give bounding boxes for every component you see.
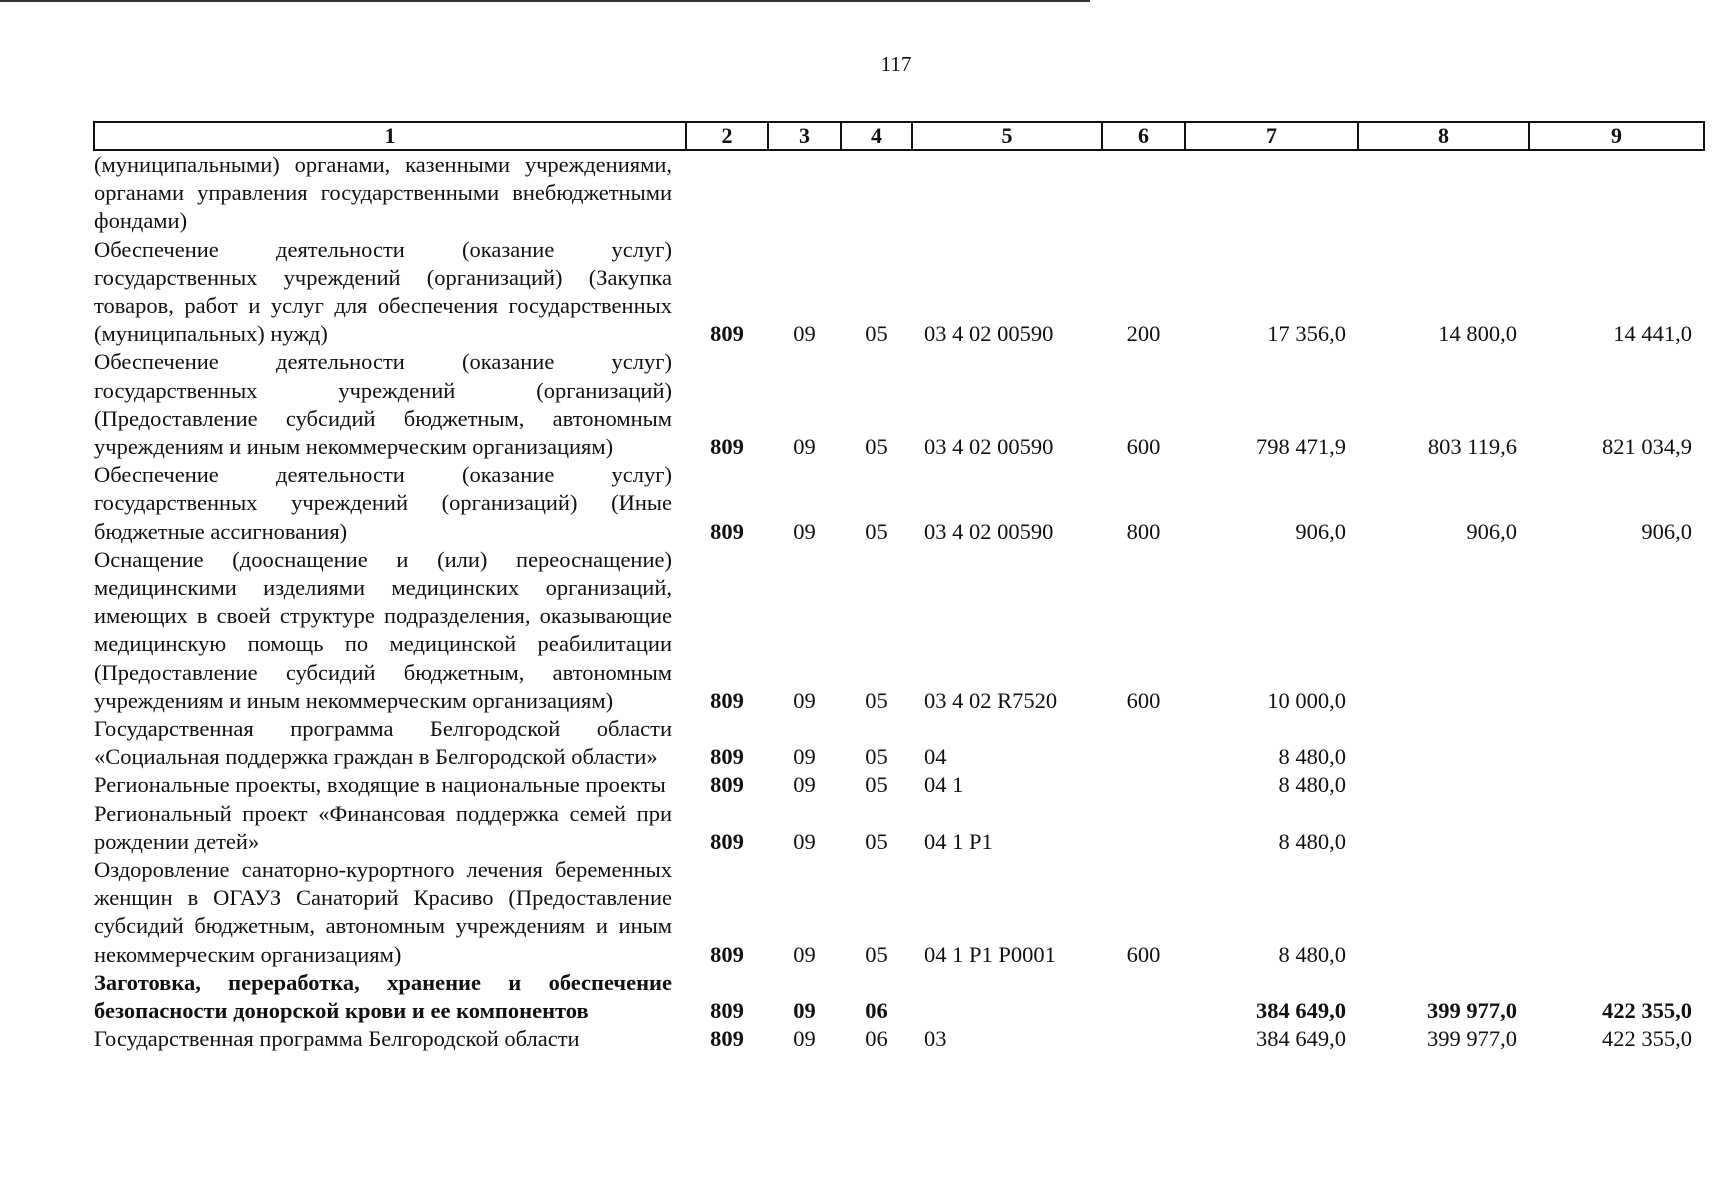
- row-expense-type: [1102, 969, 1185, 1025]
- row-name: Государственная программа Белгородской области «Социальная поддержка граждан в Белгородской области»: [94, 716, 672, 770]
- row-name: Заготовка, переработка, хранение и обеспечение безопасности донорской крови и ее компонентов: [94, 969, 672, 1024]
- row-sum-year-1: 17 356,0: [1267, 321, 1346, 347]
- row-sum-year-1: 8 480,0: [1278, 772, 1346, 798]
- table-header-row: [94, 122, 1704, 150]
- row-sum-year-3: [1529, 800, 1704, 856]
- row-sum-year-3: 906,0: [1641, 518, 1692, 544]
- table-row: [94, 771, 1704, 799]
- row-subsection-code: 06: [865, 1026, 888, 1052]
- row-target-article: [912, 969, 1102, 1025]
- row-expense-type: 600: [1126, 941, 1161, 967]
- row-subsection-code: 05: [865, 434, 888, 460]
- row-sum-year-1: 8 480,0: [1278, 941, 1346, 967]
- budget-document: [93, 121, 1703, 1054]
- table-row: [94, 236, 1704, 349]
- row-section-code: 09: [793, 434, 816, 460]
- header-col-4: 4: [841, 122, 912, 150]
- row-section-code: 09: [793, 998, 816, 1024]
- row-sum-year-2: [1358, 771, 1529, 799]
- row-target-article: 03: [924, 1026, 947, 1052]
- row-sum-year-1: 384 649,0: [1256, 998, 1346, 1024]
- row-name: Государственная программа Белгородской области: [94, 1026, 580, 1052]
- row-target-article: 03 4 02 00590: [924, 321, 1054, 347]
- row-name: Обеспечение деятельности (оказание услуг) государственных учреждений (организаций) (Предоставление субсидий бюджетным, автономным учреждениям и иным некоммерческим организациям): [94, 349, 672, 460]
- row-name: Оздоровление санаторно-курортного лечения беременных женщин в ОГАУЗ Санаторий Красиво (Предоставление субсидий бюджетным, автономным учреждениям и иным некоммерческим организациям): [94, 857, 672, 967]
- row-subsection-code: 06: [865, 998, 888, 1024]
- row-section-code: 09: [793, 941, 816, 967]
- row-sum-year-3: 821 034,9: [1602, 434, 1692, 460]
- row-target-article: 04 1 P1: [924, 828, 993, 854]
- row-sum-year-3: [1529, 546, 1704, 715]
- row-ved-code: [686, 150, 768, 236]
- row-subsection-code: [841, 150, 912, 236]
- row-ved-code: 809: [710, 321, 744, 347]
- row-name: (муниципальными) органами, казенными учреждениями, органами управления государственными внебюджетными фондами): [94, 152, 672, 234]
- row-sum-year-2: 906,0: [1466, 518, 1517, 544]
- row-sum-year-3: [1529, 771, 1704, 799]
- row-target-article: 03 4 02 00590: [924, 518, 1054, 544]
- header-col-1: 1: [94, 122, 686, 150]
- header-col-6: 6: [1102, 122, 1185, 150]
- row-expense-type: [1102, 150, 1185, 236]
- row-target-article: [912, 150, 1102, 236]
- row-subsection-code: 05: [865, 828, 888, 854]
- row-section-code: 09: [793, 518, 816, 544]
- row-sum-year-2: 803 119,6: [1427, 434, 1517, 460]
- row-section-code: 09: [793, 321, 816, 347]
- table-row: [94, 546, 1704, 715]
- row-expense-type: [1102, 1025, 1185, 1053]
- row-subsection-code: 05: [865, 744, 888, 770]
- row-expense-type: [1102, 771, 1185, 799]
- row-target-article: 03 4 02 00590: [924, 434, 1054, 460]
- row-target-article: 04 1 P1 P0001: [924, 941, 1056, 967]
- row-section-code: 09: [793, 772, 816, 798]
- row-sum-year-1: [1185, 150, 1358, 236]
- row-ved-code: 809: [710, 434, 744, 460]
- row-sum-year-1: 8 480,0: [1278, 744, 1346, 770]
- budget-table: [93, 121, 1705, 1054]
- row-name: Обеспечение деятельности (оказание услуг) государственных учреждений (организаций) (Закупка товаров, работ и услуг для обеспечения государственных (муниципальных) нужд): [94, 236, 672, 347]
- row-subsection-code: 05: [865, 518, 888, 544]
- row-expense-type: 200: [1126, 321, 1161, 347]
- row-sum-year-1: 384 649,0: [1256, 1026, 1346, 1052]
- row-expense-type: [1102, 715, 1185, 771]
- row-section-code: 09: [793, 828, 816, 854]
- table-row: [94, 348, 1704, 461]
- row-name: Обеспечение деятельности (оказание услуг) государственных учреждений (организаций) (Иные бюджетные ассигнования): [94, 462, 672, 544]
- row-sum-year-3: [1529, 856, 1704, 969]
- row-section-code: 09: [793, 744, 816, 770]
- row-sum-year-3: 422 355,0: [1602, 998, 1692, 1024]
- row-sum-year-1: 10 000,0: [1267, 687, 1346, 713]
- header-col-2: 2: [686, 122, 768, 150]
- row-ved-code: 809: [710, 941, 744, 967]
- row-name: Региональные проекты, входящие в национальные проекты: [94, 772, 666, 798]
- row-sum-year-2: [1358, 150, 1529, 236]
- row-expense-type: [1102, 800, 1185, 856]
- row-ved-code: 809: [710, 772, 744, 798]
- row-name: Оснащение (дооснащение и (или) переоснащение) медицинскими изделиями медицинских организаций, имеющих в своей структуре подразделения, оказывающие медицинскую помощь по медицинской реабилитации (Предоставление субсидий бюджетным, автономным учреждениям и иным некоммерческим организациям): [94, 546, 672, 713]
- row-name: Региональный проект «Финансовая поддержка семей при рождении детей»: [94, 800, 672, 854]
- table-row: [94, 969, 1704, 1025]
- header-col-7: 7: [1185, 122, 1358, 150]
- row-ved-code: 809: [710, 1026, 744, 1052]
- row-sum-year-2: [1358, 715, 1529, 771]
- row-ved-code: 809: [710, 828, 744, 854]
- row-sum-year-1: 8 480,0: [1278, 828, 1346, 854]
- header-col-3: 3: [768, 122, 841, 150]
- row-sum-year-2: 399 977,0: [1427, 998, 1517, 1024]
- row-subsection-code: 05: [865, 687, 888, 713]
- row-ved-code: 809: [710, 518, 744, 544]
- row-target-article: 04: [924, 744, 947, 770]
- row-section-code: 09: [793, 1026, 816, 1052]
- row-ved-code: 809: [710, 744, 744, 770]
- row-sum-year-3: 14 441,0: [1613, 321, 1692, 347]
- row-target-article: 03 4 02 R7520: [924, 687, 1058, 713]
- table-row: [94, 715, 1704, 771]
- row-sum-year-2: 399 977,0: [1427, 1026, 1517, 1052]
- row-subsection-code: 05: [865, 321, 888, 347]
- row-ved-code: 809: [710, 687, 744, 713]
- table-row: [94, 461, 1704, 546]
- row-expense-type: 800: [1126, 518, 1161, 544]
- row-sum-year-2: [1358, 856, 1529, 969]
- scan-edge-line: [0, 0, 1090, 2]
- row-target-article: 04 1: [924, 772, 964, 798]
- row-expense-type: 600: [1126, 434, 1161, 460]
- table-row: [94, 856, 1704, 969]
- row-section-code: [768, 150, 841, 236]
- header-col-9: 9: [1529, 122, 1704, 150]
- table-row: [94, 150, 1704, 236]
- table-row: [94, 800, 1704, 856]
- page-number: 117: [880, 52, 912, 76]
- row-sum-year-1: 906,0: [1295, 518, 1346, 544]
- row-sum-year-3: 422 355,0: [1602, 1026, 1692, 1052]
- row-sum-year-2: [1358, 546, 1529, 715]
- row-sum-year-3: [1529, 150, 1704, 236]
- row-ved-code: 809: [710, 998, 744, 1024]
- row-sum-year-2: 14 800,0: [1438, 321, 1517, 347]
- row-section-code: 09: [793, 687, 816, 713]
- table-row: [94, 1025, 1704, 1053]
- row-subsection-code: 05: [865, 941, 888, 967]
- row-sum-year-3: [1529, 715, 1704, 771]
- header-col-5: 5: [912, 122, 1102, 150]
- row-expense-type: 600: [1126, 687, 1161, 713]
- row-sum-year-2: [1358, 800, 1529, 856]
- row-sum-year-1: 798 471,9: [1256, 434, 1346, 460]
- row-subsection-code: 05: [865, 772, 888, 798]
- header-col-8: 8: [1358, 122, 1529, 150]
